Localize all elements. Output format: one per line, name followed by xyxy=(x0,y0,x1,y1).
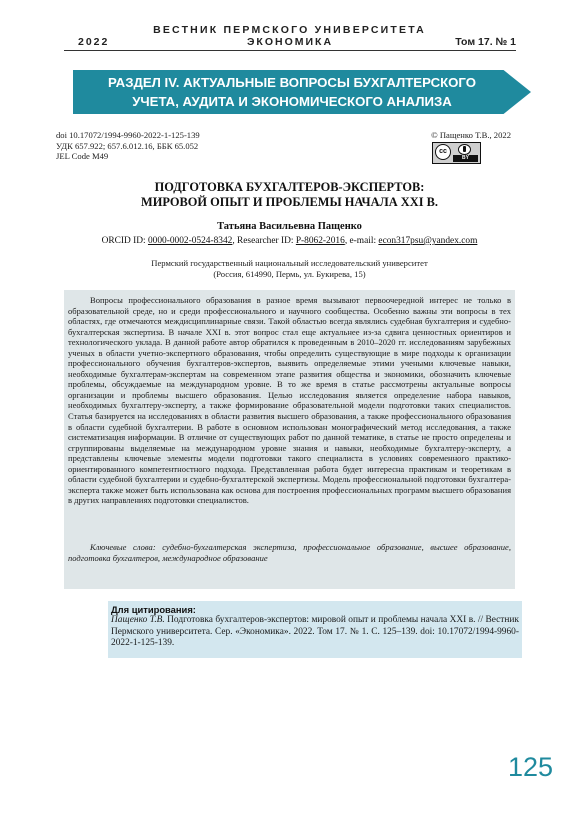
page-number: 125 xyxy=(507,752,553,782)
jel-code: JEL Code M49 xyxy=(56,151,109,162)
author-name: Татьяна Васильевна Пащенко xyxy=(217,221,362,232)
section-banner-line-2: УЧЕТА, АУДИТА И ЭКОНОМИЧЕСКОГО АНАЛИЗА xyxy=(132,94,452,109)
researcher-id-link[interactable]: P-8062-2016 xyxy=(295,236,345,246)
attribution-person-icon xyxy=(458,144,471,155)
article-title-line-2: МИРОВОЙ ОПЫТ И ПРОБЛЕМЫ НАЧАЛА XXI В. xyxy=(141,195,438,209)
article-identifiers xyxy=(56,130,200,162)
by-label: BY xyxy=(453,155,478,162)
journal-series: ЭКОНОМИКА xyxy=(246,36,334,48)
researcher-id-label: , Researcher ID: xyxy=(232,236,296,246)
orcid-link[interactable]: 0000-0002-0524-8342 xyxy=(147,236,233,246)
header-divider xyxy=(64,50,516,51)
cc-by-license-badge[interactable] xyxy=(432,142,481,164)
affiliation-name: Пермский государственный национальный исследовательский университет xyxy=(151,258,428,268)
affiliation xyxy=(0,258,579,280)
abstract-text: Вопросы профессионального образования в разное время вызывают первоочередной интерес не только в образовательной среде, но и среди профессионального и научного сообщества. Особенно важны эти вопросы в тех областях, где отмечаются междисциплинарные связи. Такой областью всегда являлись судебная бухгалтерия и судебно-бухгалтерская экспертиза. В начале XXI в. этот вопрос стал еще актуальнее из-за сдвига ценностных ориентиров и технологического уклада. В данной работе автор обратился к проведенным в 2010–2020 гг. исследованиям зарубежных ученых в области учетно-экспертного образования, чтобы определить существующие в мире подходы к организации профессионального обучения бухгалтеров-экспертов, выявить определяемые этими учеными ключевые навыки, необходимые бухгалтерам-экспертам на современном этапе развития общества и экономики, обозначить ключевые проблемы, обсуждаемые на международном уровне. В то же время в статье рассмотрены актуальные вопросы организации и проблемы высшего образования. Целью исследования является определение набора навыков, необходимых бухгалтеру-эксперту, а также формирование образовательной модели подготовки таких специалистов. Статья базируется на исследованиях в области развития высшего образования, а также профессионального образования в области судебной бухгалтерии. В работе в основном использован монографический метод исследования, а также систематизация информации. В отличие от существующих работ по данной тематике, в статье не просто определены и сгруппированы выделяемые на международном уровне знания и навыки, необходимые бухгалтеру-эксперту, а представлены ключевые элементы модели подготовки такого специалиста в условиях современного практико-ориентированного компетентностного подхода. Представленная работа будет интересна практикам и теоретикам в области судебной бухгалтерии и судебно-бухгалтерской экспертизы. Модель профессиональной подготовки бухгалтера-эксперта также может быть использована как основа для построения профессиональных программ высшего образования в других направлениях подготовки специалистов. xyxy=(68,295,511,506)
citation-text xyxy=(111,615,519,650)
orcid-label: ORCID ID: xyxy=(101,236,148,246)
article-title-line-1: ПОДГОТОВКА БУХГАЛТЕРОВ-ЭКСПЕРТОВ: xyxy=(154,180,425,194)
section-banner-line-1: РАЗДЕЛ IV. АКТУАЛЬНЫЕ ВОПРОСЫ БУХГАЛТЕРСКОГО xyxy=(108,75,476,90)
article-title xyxy=(0,180,579,210)
citation-reference: Подготовка бухгалтеров-экспертов: мировой опыт и проблемы начала XXI в. // Вестник Пермского университета. Сер. «Экономика». 2022. Том 17. № 1. С. 125–139. doi: 10.17072/1994-9960-2022-1-125-139. xyxy=(111,615,519,648)
email-label: , e-mail: xyxy=(344,236,379,246)
running-header xyxy=(64,36,516,50)
author-identifiers xyxy=(0,236,579,246)
citation-heading: Для цитирования: xyxy=(111,604,196,615)
journal-name: ВЕСТНИК ПЕРМСКОГО УНИВЕРСИТЕТА xyxy=(153,24,426,36)
citation-author: Пащенко Т.В. xyxy=(111,615,165,625)
udk-code: УДК 657.922; 657.6.012.16, ББК 65.052 xyxy=(56,140,199,151)
copyright-notice: © Пащенко Т.В., 2022 xyxy=(431,130,511,140)
creative-commons-icon: cc xyxy=(435,144,451,160)
email-link[interactable]: econ317psu@yandex.com xyxy=(378,236,478,246)
volume-number: Том 17. № 1 xyxy=(455,36,516,48)
keywords: Ключевые слова: судебно-бухгалтерская экспертиза, профессиональное образование, высшее образование, подготовка бухгалтеров, международное образование xyxy=(68,542,511,563)
doi[interactable]: doi 10.17072/1994-9960-2022-1-125-139 xyxy=(56,130,200,140)
issue-year: 2022 xyxy=(78,36,110,48)
affiliation-address: (Россия, 614990, Пермь, ул. Букирева, 15) xyxy=(213,269,366,279)
section-banner-title xyxy=(73,73,511,111)
